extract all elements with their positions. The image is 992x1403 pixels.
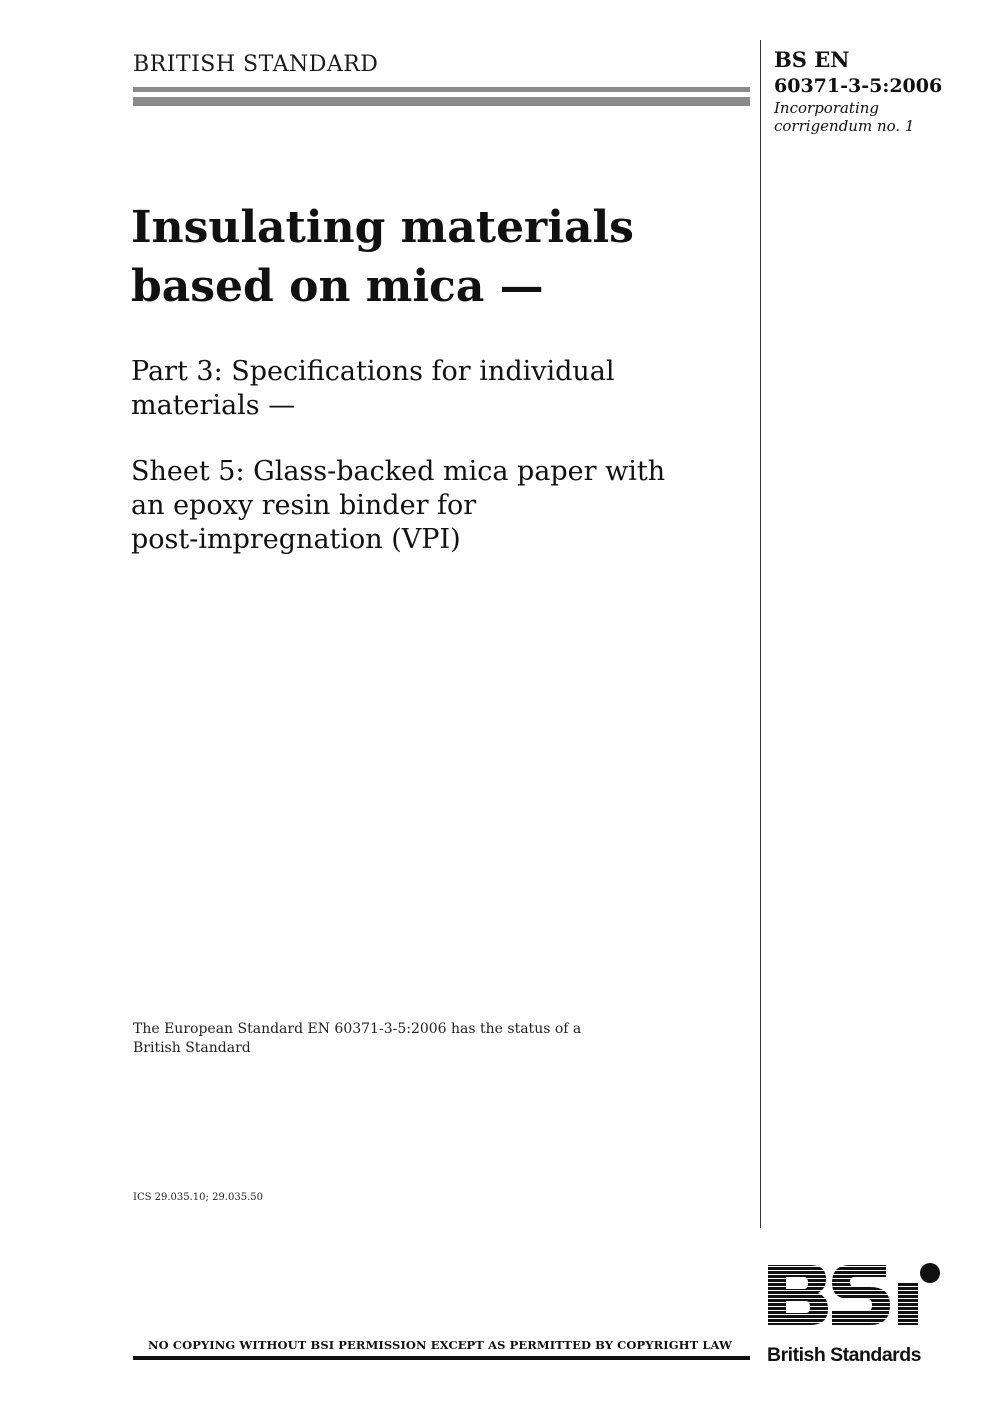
vertical-divider: [760, 40, 761, 1228]
header-rule-top: [133, 87, 750, 92]
bsi-logo-caption: British Standards: [767, 1344, 922, 1366]
sheet-title-line1: Sheet 5: Glass-backed mica paper with: [131, 456, 666, 487]
incorporating-note-line1: Incorporating: [774, 99, 880, 117]
status-statement-line1: The European Standard EN 60371-3-5:2006 has the status of a: [133, 1021, 582, 1037]
standard-number-prefix: BS EN: [774, 47, 850, 72]
sheet-title-line2: an epoxy resin binder for: [131, 490, 477, 521]
incorporating-note-line2: corrigendum no. 1: [774, 117, 915, 135]
header-label: BRITISH STANDARD: [133, 52, 379, 77]
part-title-line2: materials —: [131, 390, 296, 421]
header-rule-bottom: [133, 97, 750, 106]
main-title-line2: based on mica —: [131, 261, 544, 312]
main-title-line1: Insulating materials: [131, 202, 634, 253]
copyright-notice: NO COPYING WITHOUT BSI PERMISSION EXCEPT AS PERMITTED BY COPYRIGHT LAW: [148, 1338, 733, 1352]
ics-codes: ICS 29.035.10; 29.035.50: [133, 1192, 263, 1203]
sheet-title-line3: post-impregnation (VPI): [131, 524, 461, 555]
footer-rule: [133, 1356, 750, 1360]
bsi-logo-icon: [766, 1263, 944, 1327]
part-title-line1: Part 3: Specifications for individual: [131, 356, 615, 387]
standard-number: 60371-3-5:2006: [774, 75, 943, 97]
status-statement-line2: British Standard: [133, 1040, 251, 1056]
